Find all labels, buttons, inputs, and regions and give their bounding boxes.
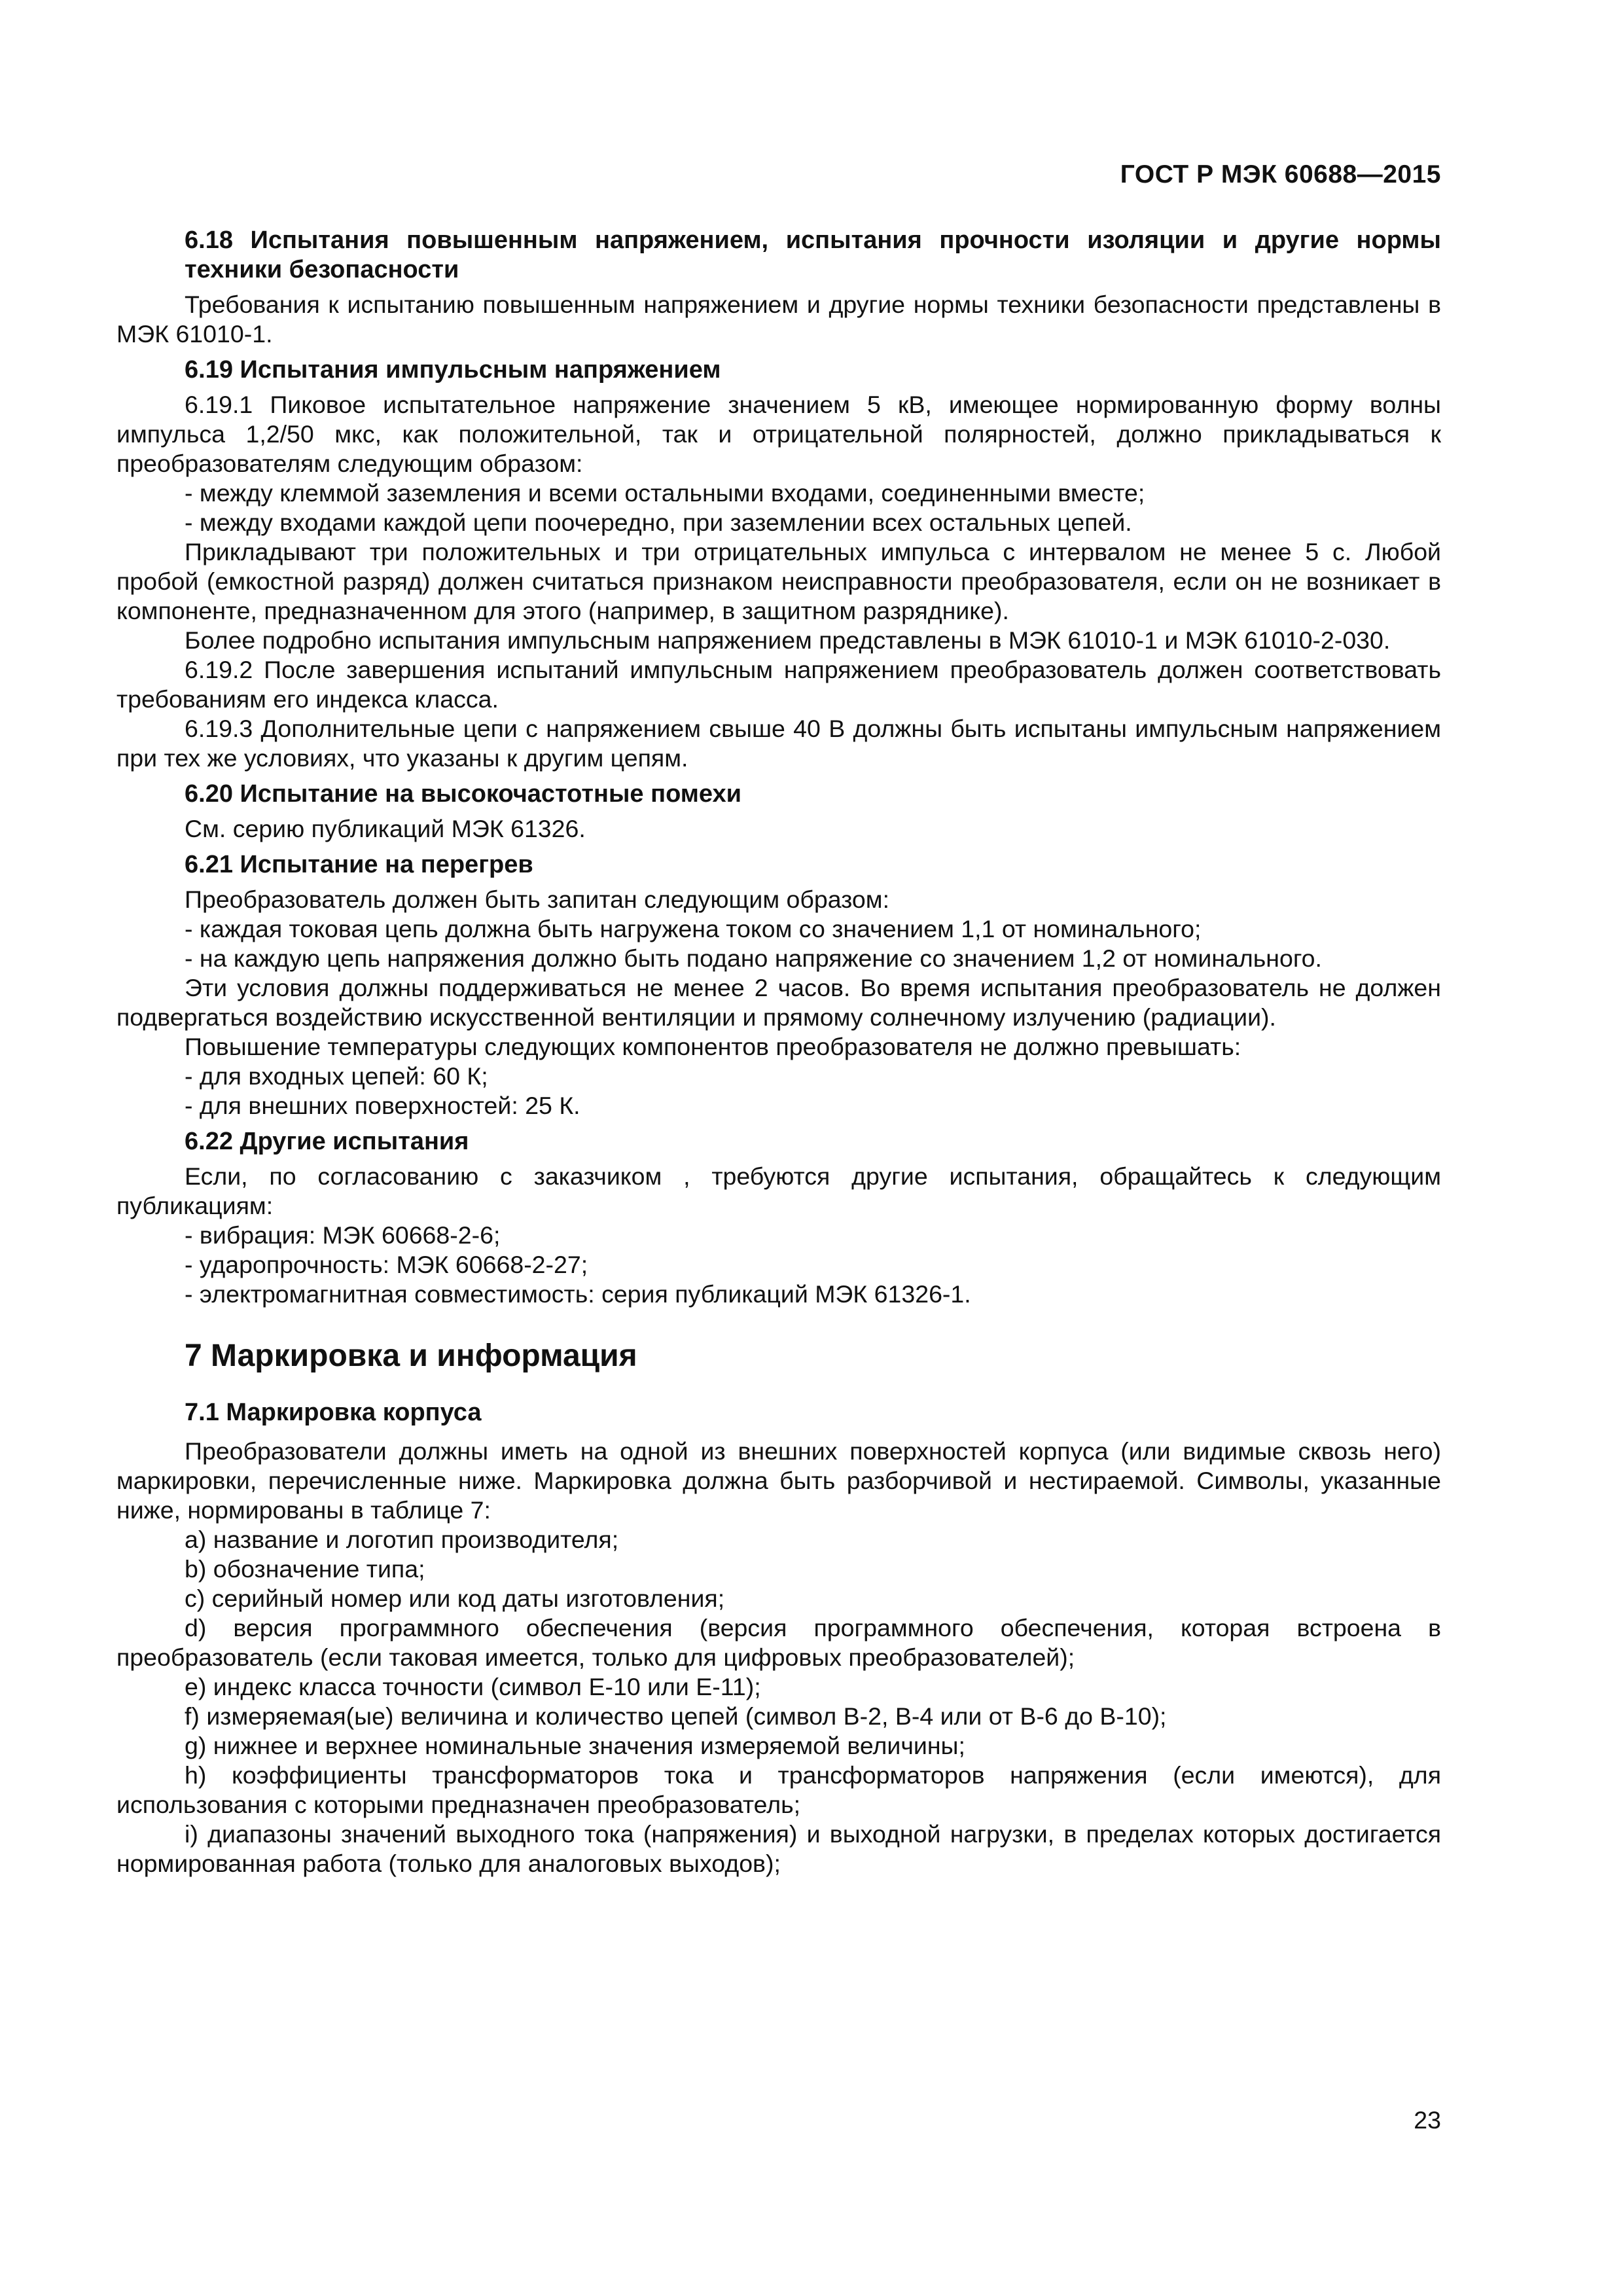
- section-7-title: 7 Маркировка и информация: [185, 1338, 637, 1373]
- section-6-18-title: 6.18 Испытания повышенным напряжением, испытания прочности изоляции и другие нормы техники безопасности: [185, 226, 1441, 283]
- section-6-19-3-paragraph: 6.19.3 Дополнительные цепи с напряжением свыше 40 В должны быть испытаны импульсным напряжением при тех же условиях, что указаны к другим цепям.: [116, 715, 1441, 772]
- list-item: e) индекс класса точности (символ Е-10 или Е-11);: [185, 1673, 761, 1700]
- list-item: - на каждую цепь напряжения должно быть подано напряжение со значением 1,2 от номинального.: [185, 944, 1322, 972]
- paragraph: Эти условия должны поддерживаться не менее 2 часов. Во время испытания преобразователь не должен подвергаться воздействию искусственной вентиляции и прямому солнечному излучению (радиации).: [116, 974, 1441, 1031]
- list-item: d) версия программного обеспечения (версия программного обеспечения, которая встроена в преобразователь (если таковая имеется, только для цифровых преобразователей);: [116, 1614, 1441, 1671]
- section-6-22-title: 6.22 Другие испытания: [185, 1128, 469, 1155]
- page-content: [116, 226, 1441, 1878]
- section-7-1-title: 7.1 Маркировка корпуса: [185, 1399, 482, 1426]
- page-number: 23: [1414, 2106, 1441, 2134]
- list-item: a) название и логотип производителя;: [185, 1526, 619, 1553]
- list-item: i) диапазоны значений выходного тока (напряжения) и выходной нагрузки, в пределах которых достигается нормированная работа (только для аналоговых выходов);: [116, 1820, 1441, 1877]
- list-item: - электромагнитная совместимость: серия публикаций МЭК 61326-1.: [185, 1280, 971, 1308]
- list-item: - каждая токовая цепь должна быть нагружена током со значением 1,1 от номинального;: [185, 915, 1202, 942]
- list-item: c) серийный номер или код даты изготовления;: [185, 1585, 725, 1612]
- paragraph: Преобразователи должны иметь на одной из внешних поверхностей корпуса (или видимые сквозь него) маркировки, перечисленные ниже. Маркировка должна быть разборчивой и нестираемой. Символы, указанные ниже, нормированы в таблице 7:: [116, 1437, 1441, 1524]
- paragraph: Если, по согласованию с заказчиком , требуются другие испытания, обращайтесь к следующим публикациям:: [116, 1162, 1441, 1219]
- list-item: - для внешних поверхностей: 25 К.: [185, 1092, 580, 1119]
- list-item: - между входами каждой цепи поочередно, при заземлении всех остальных цепей.: [185, 509, 1132, 536]
- list-item: f) измеряемая(ые) величина и количество цепей (символ В-2, В-4 или от В-6 до В-10);: [185, 1702, 1167, 1730]
- list-item: - для входных цепей: 60 К;: [185, 1062, 488, 1090]
- section-6-18-paragraph: Требования к испытанию повышенным напряжением и другие нормы техники безопасности представлены в МЭК 61010-1.: [116, 291, 1441, 348]
- list-item: - ударопрочность: МЭК 60668-2-27;: [185, 1251, 588, 1278]
- section-6-21-title: 6.21 Испытание на перегрев: [185, 851, 533, 878]
- section-6-19-2-paragraph: 6.19.2 После завершения испытаний импульсным напряжением преобразователь должен соответствовать требованиям его индекса класса.: [116, 656, 1441, 713]
- document-page: [116, 0, 1441, 2296]
- list-item: h) коэффициенты трансформаторов тока и трансформаторов напряжения (если имеются), для использования с которыми предназначен преобразователь;: [116, 1761, 1441, 1818]
- paragraph: Прикладывают три положительных и три отрицательных импульса с интервалом не менее 5 с. Любой пробой (емкостной разряд) должен считаться признаком неисправности преобразователя, если он не возникает в компоненте, предназначенном для этого (например, в защитном разряднике).: [116, 538, 1441, 624]
- document-code-header: ГОСТ Р МЭК 60688—2015: [1120, 160, 1441, 188]
- list-item: - вибрация: МЭК 60668-2-6;: [185, 1221, 501, 1249]
- list-item: g) нижнее и верхнее номинальные значения измеряемой величины;: [185, 1732, 965, 1759]
- list-item: b) обозначение типа;: [185, 1555, 425, 1583]
- section-6-20-paragraph: См. серию публикаций МЭК 61326.: [185, 815, 586, 842]
- section-6-19-1-paragraph: 6.19.1 Пиковое испытательное напряжение значением 5 кВ, имеющее нормированную форму волны импульса 1,2/50 мкс, как положительной, так и отрицательной полярностей, должно прикладываться к преобразователям следующим образом:: [116, 391, 1441, 477]
- paragraph: Более подробно испытания импульсным напряжением представлены в МЭК 61010-1 и МЭК 61010-2-030.: [185, 626, 1391, 654]
- paragraph: Повышение температуры следующих компонентов преобразователя не должно превышать:: [185, 1033, 1241, 1060]
- section-6-19-title: 6.19 Испытания импульсным напряжением: [185, 356, 721, 384]
- section-6-20-title: 6.20 Испытание на высокочастотные помехи: [185, 780, 742, 808]
- list-item: - между клеммой заземления и всеми остальными входами, соединенными вместе;: [185, 479, 1145, 507]
- paragraph: Преобразователь должен быть запитан следующим образом:: [185, 886, 889, 913]
